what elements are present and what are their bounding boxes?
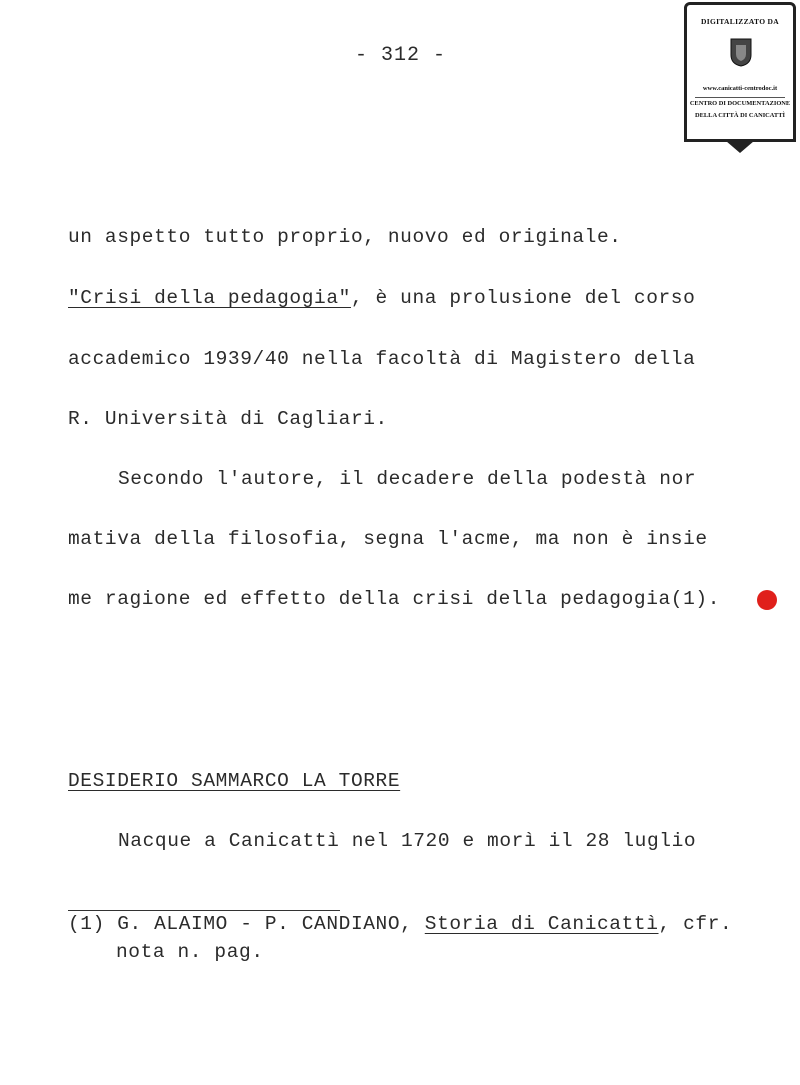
body-line-2 <box>68 287 695 309</box>
footnote-suffix: , cfr. <box>658 913 733 935</box>
stamp-city-name: DELLA CITTÀ DI CANICATTÌ <box>695 112 785 119</box>
stamp-divider <box>695 97 785 98</box>
body-line-6: mativa della filosofia, segna l'acme, ma non è insie <box>68 528 708 550</box>
red-marker-dot <box>757 590 777 610</box>
coat-of-arms-icon <box>729 37 753 67</box>
footnote-line-2: nota n. pag. <box>116 941 264 963</box>
section-heading: DESIDERIO SAMMARCO LA TORRE <box>68 770 401 792</box>
digitization-stamp <box>684 2 796 142</box>
footnote-prefix: (1) G. ALAIMO - P. CANDIANO, <box>68 913 425 935</box>
work-title: "Crisi della pedagogia" <box>68 287 351 309</box>
footnote-divider <box>68 910 340 911</box>
section-line-1: Nacque a Canicattì nel 1720 e morì il 28 luglio <box>118 830 697 852</box>
page-number: - 312 - <box>355 44 447 67</box>
stamp-website: www.canicatti-centrodoc.it <box>702 85 778 92</box>
body-line-1: un aspetto tutto proprio, nuovo ed originale. <box>68 226 622 248</box>
stamp-center-name: CENTRO DI DOCUMENTAZIONE <box>689 100 791 107</box>
body-line-2-rest: , è una prolusione del corso <box>350 287 696 309</box>
stamp-title: DIGITALIZZATO DA <box>701 17 779 26</box>
body-line-7: me ragione ed effetto della crisi della pedagogia(1). <box>68 588 721 610</box>
body-line-3: accademico 1939/40 nella facoltà di Magistero della <box>68 348 696 370</box>
footnote-title: Storia di Canicattì <box>424 913 659 935</box>
body-line-4: R. Università di Cagliari. <box>68 408 388 430</box>
footnote-line-1 <box>68 913 732 935</box>
body-line-5: Secondo l'autore, il decadere della podestà nor <box>118 468 697 490</box>
